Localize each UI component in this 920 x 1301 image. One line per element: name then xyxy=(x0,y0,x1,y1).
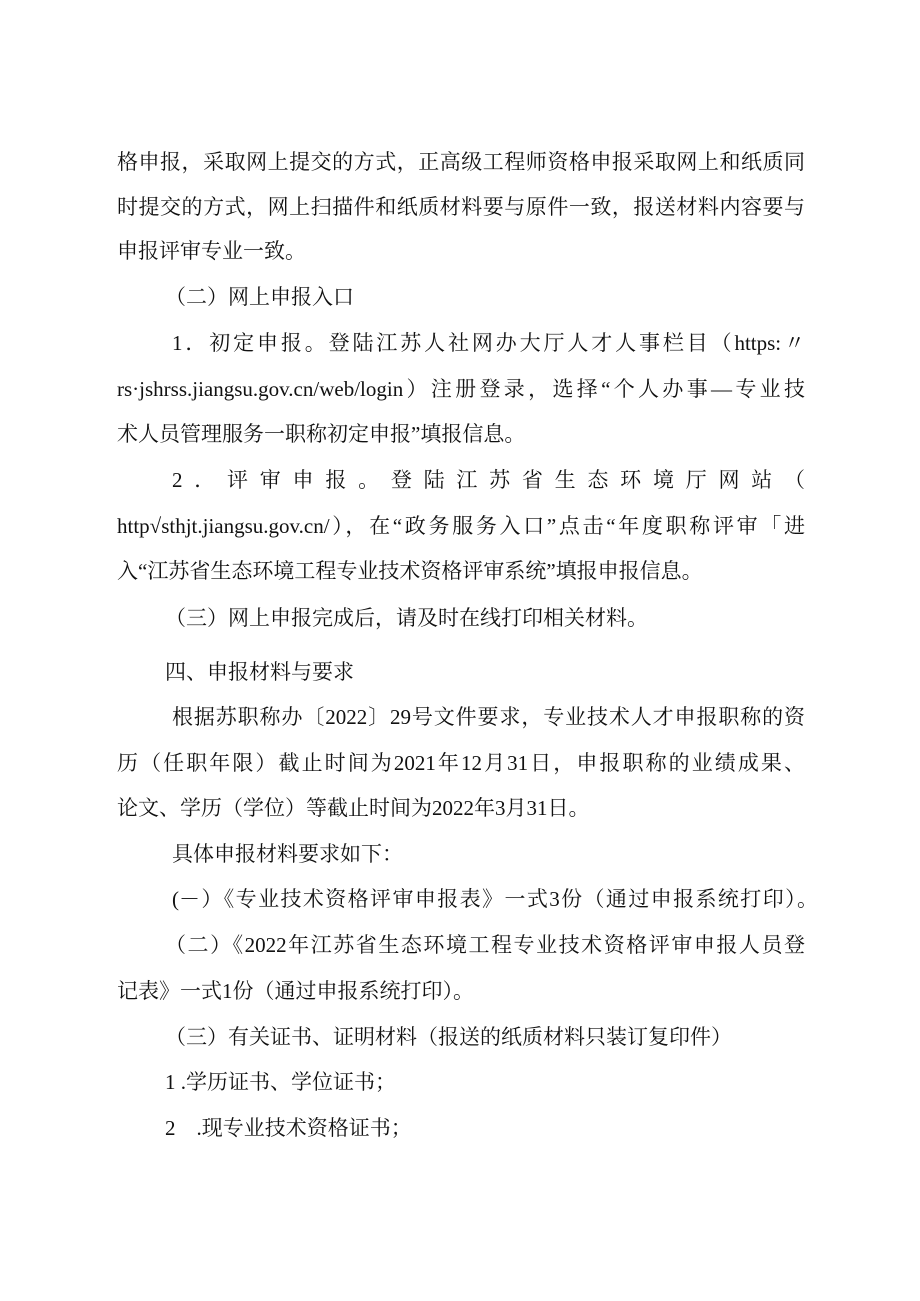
paragraph-line: 论文、学历（学位）等截止时间为2022年3月31日。 xyxy=(117,796,590,820)
paragraph-line: http√sthjt.jiangsu.gov.cn/），在“政务服务入口”点击“年度职称评审「进 xyxy=(117,514,805,538)
paragraph-line: （三）网上申报完成后，请及时在线打印相关材料。 xyxy=(165,606,648,630)
paragraph-line: 术人员管理服务一职称初定申报”填报信息。 xyxy=(117,422,526,446)
paragraph-line: 1．初定申报。登陆江苏人社网办大厅人才人事栏目（https:〃 xyxy=(172,331,805,355)
paragraph-line: 历（任职年限）截止时间为2021年12月31日，申报职称的业绩成果、 xyxy=(117,751,805,775)
paragraph-line: 根据苏职称办〔2022〕29号文件要求，专业技术人才申报职称的资 xyxy=(172,705,805,729)
section-heading: 四、申报材料与要求 xyxy=(165,660,354,684)
paragraph-line: （二）《2022年江苏省生态环境工程专业技术资格评审申报人员登 xyxy=(165,933,805,957)
paragraph-line: 2．评审申报。登陆江苏省生态环境厅网站（ xyxy=(172,468,805,492)
list-item: 2 .现专业技术资格证书； xyxy=(165,1116,412,1140)
paragraph-line: 时提交的方式，网上扫描件和纸质材料要与原件一致，报送材料内容要与 xyxy=(117,195,805,219)
paragraph-line: rs·jshrss.jiangsu.gov.cn/web/login）注册登录，选择“个人办事—专业技 xyxy=(117,377,805,401)
section-heading: （二）网上申报入口 xyxy=(165,285,354,309)
paragraph-line: (－）《专业技术资格评审申报表》一式3份（通过申报系统打印）。 xyxy=(172,887,818,911)
paragraph-line: 具体申报材料要求如下： xyxy=(172,842,403,866)
paragraph-line: 格申报，采取网上提交的方式，正高级工程师资格申报采取网上和纸质同 xyxy=(117,150,805,174)
paragraph-line: 记表》一式1份（通过申报系统打印）。 xyxy=(117,979,474,1003)
paragraph-line: 入“江苏省生态环境工程专业技术资格评审系统”填报申报信息。 xyxy=(117,559,703,583)
paragraph-line: （三）有关证书、证明材料（报送的纸质材料只装订复印件） xyxy=(165,1025,732,1049)
list-item: 1 .学历证书、学位证书； xyxy=(165,1070,396,1094)
paragraph-line: 申报评审专业一致。 xyxy=(117,239,306,263)
